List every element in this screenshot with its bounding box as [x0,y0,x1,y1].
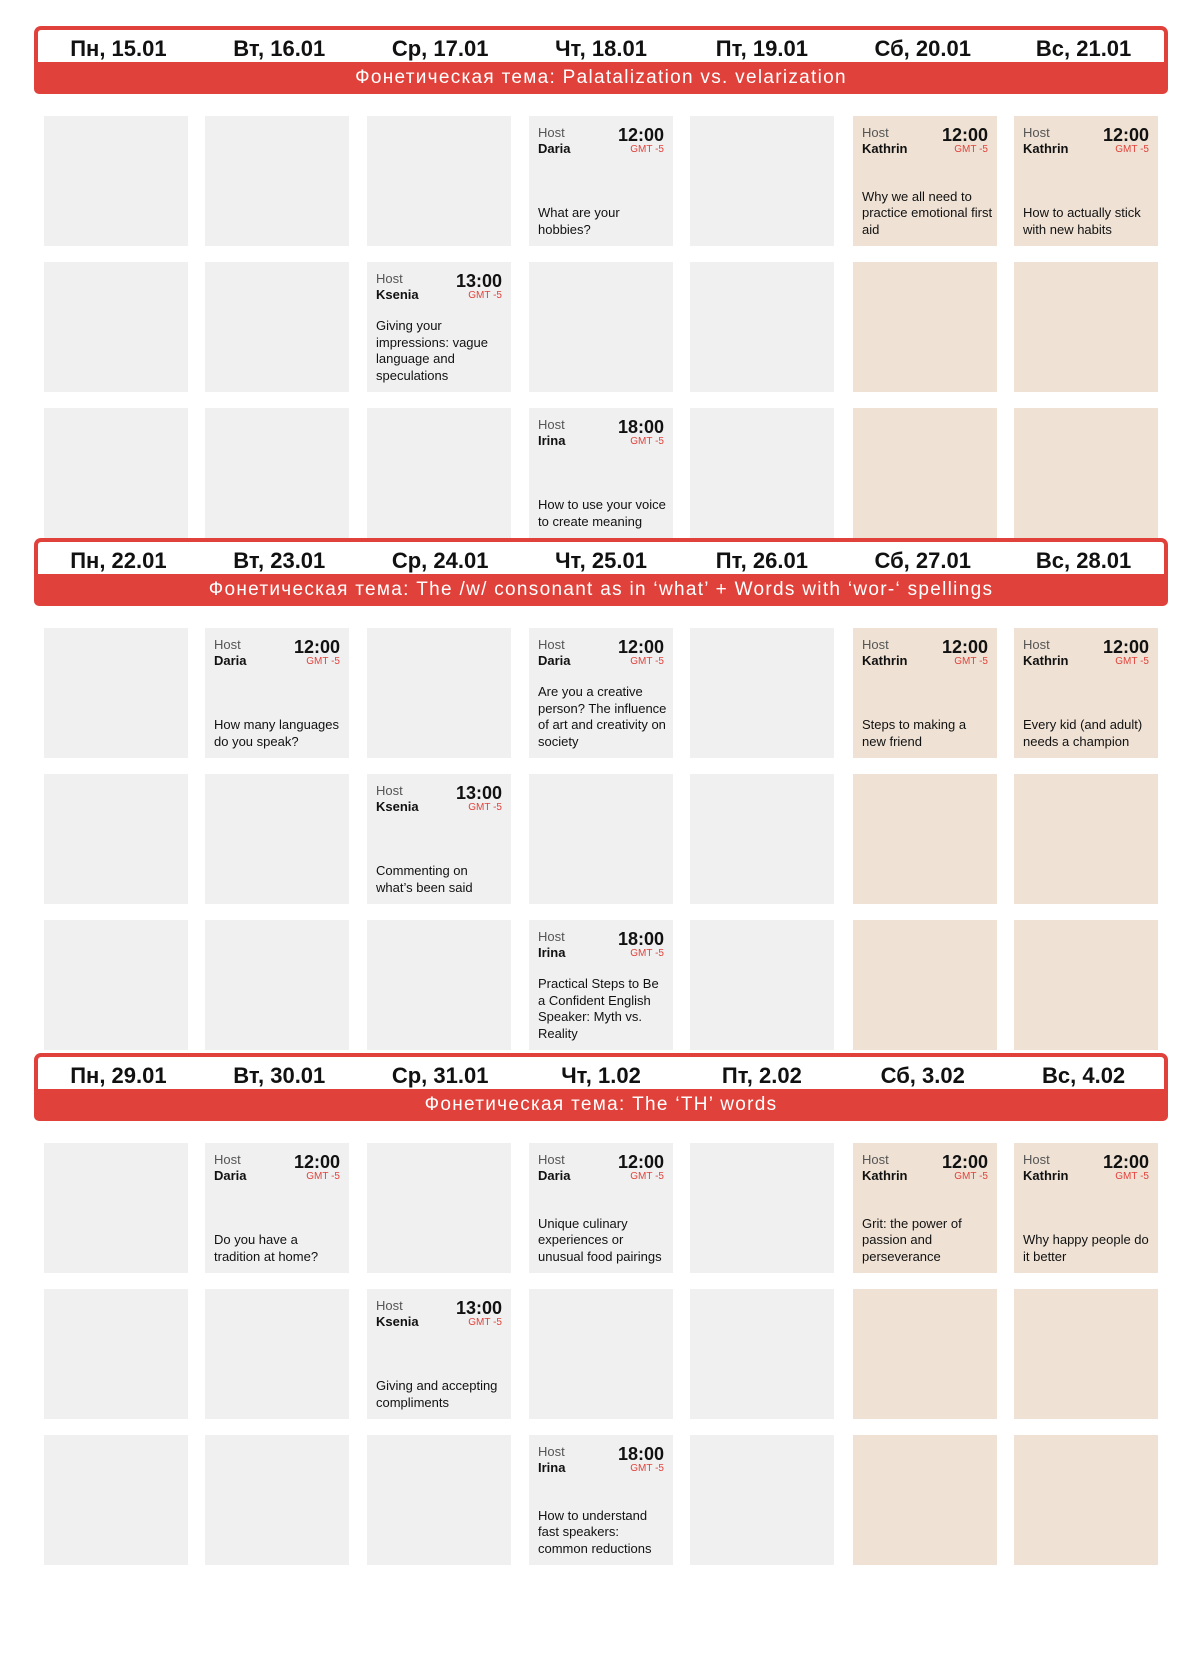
timezone-label: GMT -5 [306,1171,340,1182]
host-name: Kathrin [862,141,908,156]
host-name: Kathrin [862,1168,908,1183]
session-card[interactable] [853,116,997,246]
session-time: 13:00 [455,271,502,291]
host-name: Irina [538,1460,566,1475]
empty-slot [1014,1435,1158,1565]
empty-slot [367,628,511,758]
session-time: 18:00 [617,417,664,437]
empty-slot [44,1289,188,1419]
host-name: Kathrin [862,653,908,668]
host-label: Host [538,125,565,140]
session-time: 12:00 [617,125,664,145]
host-name: Daria [538,653,571,668]
session-card[interactable] [529,920,673,1050]
host-name: Daria [538,1168,571,1183]
empty-slot [205,262,349,392]
host-name: Ksenia [376,799,419,814]
host-label: Host [1023,637,1050,652]
empty-slot [44,408,188,538]
week-header [34,1053,1168,1089]
day-label: Сб, 3.02 [880,1063,965,1088]
session-card[interactable] [529,1143,673,1273]
empty-slot [690,408,834,538]
empty-slot [367,408,511,538]
day-label: Пн, 22.01 [70,548,167,573]
session-card[interactable] [853,1143,997,1273]
session-card[interactable] [367,262,511,392]
host-label: Host [376,271,403,286]
session-time: 18:00 [617,929,664,949]
host-label: Host [538,1152,565,1167]
phonetic-theme-banner: Фонетическая тема: The /w/ consonant as in ‘what’ + Words with ‘wor-‘ spellings [34,574,1168,606]
day-label: Сб, 20.01 [874,36,971,61]
day-row [38,30,1164,66]
session-topic: How to actually stick with new habits [1023,205,1141,237]
empty-slot [1014,408,1158,538]
host-label: Host [1023,125,1050,140]
day-label: Ср, 24.01 [391,548,489,573]
session-topic: How to understand fast speakers: common reductions [538,1507,652,1556]
session-topic: Commenting on what’s been said [376,863,473,895]
empty-slot [44,262,188,392]
day-row [38,542,1164,578]
session-time: 12:00 [293,1152,340,1172]
timezone-label: GMT -5 [954,1171,988,1182]
host-label: Host [538,637,565,652]
phonetic-theme-banner: Фонетическая тема: Palatalization vs. velarization [34,62,1168,94]
empty-slot [205,1435,349,1565]
session-topic: How to use your voice to create meaning [538,497,666,529]
empty-slot [853,1435,997,1565]
day-label: Чт, 1.02 [561,1063,641,1088]
empty-slot [367,920,511,1050]
empty-slot [44,628,188,758]
empty-slot [44,774,188,904]
empty-slot [853,1289,997,1419]
host-name: Ksenia [376,287,419,302]
day-label: Ср, 17.01 [391,36,489,61]
host-name: Ksenia [376,1314,419,1329]
empty-slot [690,1143,834,1273]
host-name: Kathrin [1023,653,1069,668]
empty-slot [690,1435,834,1565]
empty-slot [367,116,511,246]
day-label: Пт, 19.01 [715,36,808,61]
session-topic: Giving your impressions: vague language and speculations [376,318,488,383]
host-label: Host [862,125,889,140]
day-label: Вс, 4.02 [1042,1063,1126,1088]
host-name: Kathrin [1023,141,1069,156]
empty-slot [367,1435,511,1565]
host-label: Host [538,1444,565,1459]
week-header [34,538,1168,574]
empty-slot [44,920,188,1050]
empty-slot [853,408,997,538]
empty-slot [44,116,188,246]
session-topic: Steps to making a new friend [862,717,967,749]
day-label: Вт, 23.01 [233,548,326,573]
session-topic: Practical Steps to Be a Confident English Speaker: Myth vs. Reality [538,976,659,1041]
host-label: Host [214,637,241,652]
session-card[interactable] [529,1435,673,1565]
week-header [34,26,1168,62]
timezone-label: GMT -5 [630,436,664,447]
session-time: 12:00 [941,125,988,145]
session-topic: Why happy people do it better [1023,1232,1149,1264]
session-topic: Giving and accepting compliments [376,1378,498,1410]
timezone-label: GMT -5 [630,948,664,959]
session-topic: What are your hobbies? [538,205,620,237]
empty-slot [853,262,997,392]
empty-slot [690,774,834,904]
empty-slot [690,116,834,246]
session-time: 12:00 [617,1152,664,1172]
session-card[interactable] [1014,1143,1158,1273]
session-time: 18:00 [617,1444,664,1464]
session-card[interactable] [529,116,673,246]
session-time: 12:00 [1102,1152,1149,1172]
day-label: Вт, 30.01 [233,1063,326,1088]
empty-slot [529,262,673,392]
session-time: 13:00 [455,783,502,803]
session-topic: Do you have a tradition at home? [214,1232,319,1264]
timezone-label: GMT -5 [468,1317,502,1328]
timezone-label: GMT -5 [1115,656,1149,667]
session-time: 13:00 [455,1298,502,1318]
day-label: Сб, 27.01 [874,548,971,573]
host-label: Host [538,929,565,944]
session-time: 12:00 [941,1152,988,1172]
day-label: Пт, 2.02 [721,1063,802,1088]
session-card[interactable] [1014,116,1158,246]
day-label: Вс, 28.01 [1035,548,1132,573]
host-label: Host [214,1152,241,1167]
session-card[interactable] [205,1143,349,1273]
session-card[interactable] [529,408,673,538]
host-name: Daria [538,141,571,156]
host-name: Daria [214,1168,247,1183]
timezone-label: GMT -5 [630,1463,664,1474]
empty-slot [44,1435,188,1565]
day-label: Вс, 21.01 [1035,36,1132,61]
host-label: Host [376,1298,403,1313]
session-time: 12:00 [941,637,988,657]
day-label: Пт, 26.01 [715,548,808,573]
day-label: Чт, 25.01 [555,548,647,573]
empty-slot [1014,262,1158,392]
timezone-label: GMT -5 [954,656,988,667]
session-card[interactable] [853,628,997,758]
session-card[interactable] [1014,628,1158,758]
day-label: Ср, 31.01 [391,1063,489,1088]
timezone-label: GMT -5 [630,656,664,667]
timezone-label: GMT -5 [306,656,340,667]
empty-slot [690,262,834,392]
day-row [38,1057,1164,1093]
host-label: Host [862,1152,889,1167]
session-topic: Grit: the power of passion and perseverance [862,1215,962,1264]
empty-slot [853,774,997,904]
empty-slot [205,408,349,538]
session-topic: Unique culinary experiences or unusual food pairings [538,1215,662,1264]
session-topic: Are you a creative person? The influence of art and creativity on society [538,684,667,749]
timezone-label: GMT -5 [630,144,664,155]
empty-slot [690,628,834,758]
day-label: Вт, 16.01 [233,36,326,61]
day-label: Чт, 18.01 [555,36,647,61]
timezone-label: GMT -5 [468,802,502,813]
timezone-label: GMT -5 [468,290,502,301]
day-label: Пн, 29.01 [70,1063,167,1088]
host-name: Irina [538,945,566,960]
empty-slot [367,1143,511,1273]
empty-slot [690,1289,834,1419]
session-card[interactable] [367,774,511,904]
session-topic: Why we all need to practice emotional first aid [862,188,993,237]
day-label: Пн, 15.01 [70,36,167,61]
timezone-label: GMT -5 [630,1171,664,1182]
empty-slot [853,920,997,1050]
empty-slot [205,116,349,246]
session-time: 12:00 [1102,637,1149,657]
timezone-label: GMT -5 [954,144,988,155]
empty-slot [529,1289,673,1419]
host-name: Kathrin [1023,1168,1069,1183]
empty-slot [1014,774,1158,904]
timezone-label: GMT -5 [1115,144,1149,155]
session-time: 12:00 [617,637,664,657]
empty-slot [44,1143,188,1273]
session-time: 12:00 [293,637,340,657]
session-card[interactable] [367,1289,511,1419]
host-label: Host [862,637,889,652]
session-topic: How many languages do you speak? [214,717,340,749]
timezone-label: GMT -5 [1115,1171,1149,1182]
session-card[interactable] [205,628,349,758]
empty-slot [1014,920,1158,1050]
host-name: Daria [214,653,247,668]
empty-slot [1014,1289,1158,1419]
host-label: Host [376,783,403,798]
empty-slot [529,774,673,904]
session-time: 12:00 [1102,125,1149,145]
session-topic: Every kid (and adult) needs a champion [1023,717,1143,749]
empty-slot [205,774,349,904]
host-label: Host [1023,1152,1050,1167]
host-name: Irina [538,433,566,448]
phonetic-theme-banner: Фонетическая тема: The ‘TH’ words [34,1089,1168,1121]
empty-slot [205,920,349,1050]
host-label: Host [538,417,565,432]
empty-slot [690,920,834,1050]
session-card[interactable] [529,628,673,758]
empty-slot [205,1289,349,1419]
